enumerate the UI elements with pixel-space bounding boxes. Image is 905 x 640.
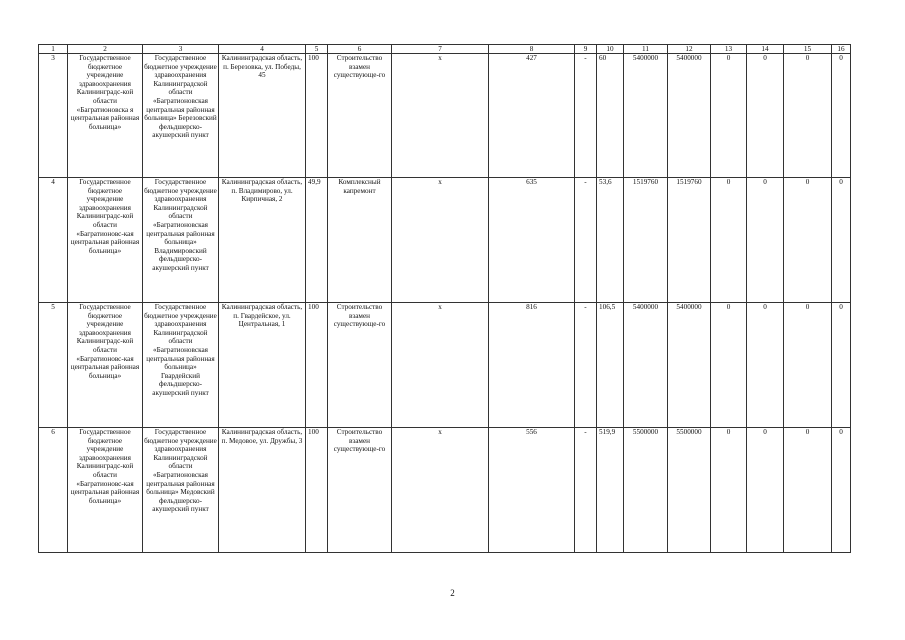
col-header: 7: [392, 45, 489, 54]
table-row: [39, 428, 851, 553]
col10-cell: 106,5: [597, 303, 624, 428]
col12-cell: 5500000: [668, 428, 711, 553]
col11-cell: 5400000: [624, 303, 668, 428]
row-number: 6: [39, 428, 68, 553]
col16-cell: 0: [832, 178, 851, 303]
work-type-cell: Строительство взамен существующе-го: [328, 54, 392, 178]
col9-cell: -: [575, 54, 597, 178]
col14-cell: 0: [747, 178, 784, 303]
col14-cell: 0: [747, 303, 784, 428]
facility-cell: Государственное бюджетное учреждение здравоохранения Калининградской области «Багратионовская центральная районная больница» Медовский фельдшерско-акушерский пункт: [143, 428, 219, 553]
col10-cell: 519,9: [597, 428, 624, 553]
col8-cell: 816: [489, 303, 575, 428]
col11-cell: 1519760: [624, 178, 668, 303]
col13-cell: 0: [711, 303, 747, 428]
col15-cell: 0: [784, 178, 832, 303]
facility-cell: Государственное бюджетное учреждение здравоохранения Калининградской области «Багратионовская центральная районная больница» Гвардейский фельдшерско-акушерский пункт: [143, 303, 219, 428]
readiness-cell: 100: [306, 54, 328, 178]
col7-cell: х: [392, 303, 489, 428]
col11-cell: 5500000: [624, 428, 668, 553]
col13-cell: 0: [711, 178, 747, 303]
address-cell: Калининградская область, п. Березовка, ул. Победы, 45: [219, 54, 306, 178]
col15-cell: 0: [784, 303, 832, 428]
col13-cell: 0: [711, 54, 747, 178]
col-header: 14: [747, 45, 784, 54]
readiness-cell: 100: [306, 428, 328, 553]
col-header: 4: [219, 45, 306, 54]
address-cell: Калининградская область, п. Владимирово, ул. Кирпичная, 2: [219, 178, 306, 303]
institution-cell: Государственное бюджетное учреждение здравоохранения Калининградс-кой области «Багратионовска я центральная районная больница»: [68, 54, 143, 178]
col7-cell: х: [392, 178, 489, 303]
table-row: [39, 303, 851, 428]
col9-cell: -: [575, 303, 597, 428]
row-number: 3: [39, 54, 68, 178]
column-number-row: [39, 45, 851, 54]
facilities-table: [38, 44, 851, 553]
readiness-cell: 100: [306, 303, 328, 428]
col-header: 12: [668, 45, 711, 54]
col-header: 1: [39, 45, 68, 54]
col7-cell: х: [392, 428, 489, 553]
work-type-cell: Строительство взамен существующе-го: [328, 428, 392, 553]
col15-cell: 0: [784, 54, 832, 178]
col8-cell: 556: [489, 428, 575, 553]
page-number: 2: [450, 588, 455, 598]
col14-cell: 0: [747, 428, 784, 553]
col-header: 13: [711, 45, 747, 54]
col10-cell: 53,6: [597, 178, 624, 303]
col-header: 3: [143, 45, 219, 54]
col13-cell: 0: [711, 428, 747, 553]
col-header: 11: [624, 45, 668, 54]
row-number: 4: [39, 178, 68, 303]
col-header: 6: [328, 45, 392, 54]
address-cell: Калининградская область, п. Гвардейское, ул. Центральная, 1: [219, 303, 306, 428]
col-header: 9: [575, 45, 597, 54]
col16-cell: 0: [832, 428, 851, 553]
work-type-cell: Строительство взамен существующе-го: [328, 303, 392, 428]
institution-cell: Государственное бюджетное учреждение здравоохранения Калининградс-кой области «Багратионовс-кая центральная районная больница»: [68, 428, 143, 553]
col16-cell: 0: [832, 54, 851, 178]
row-number: 5: [39, 303, 68, 428]
col9-cell: -: [575, 428, 597, 553]
col8-cell: 635: [489, 178, 575, 303]
col11-cell: 5400000: [624, 54, 668, 178]
col-header: 2: [68, 45, 143, 54]
facility-cell: Государственное бюджетное учреждение здравоохранения Калининградской области «Багратионовская центральная районная больница» Березовский фельдшерско-акушерский пункт: [143, 54, 219, 178]
col8-cell: 427: [489, 54, 575, 178]
col15-cell: 0: [784, 428, 832, 553]
col12-cell: 5400000: [668, 303, 711, 428]
address-cell: Калининградская область, п. Медовое, ул. Дружбы, 3: [219, 428, 306, 553]
col7-cell: х: [392, 54, 489, 178]
col-header: 5: [306, 45, 328, 54]
col-header: 8: [489, 45, 575, 54]
col16-cell: 0: [832, 303, 851, 428]
institution-cell: Государственное бюджетное учреждение здравоохранения Калининградс-кой области «Багратионовс-кая центральная районная больница»: [68, 303, 143, 428]
col9-cell: -: [575, 178, 597, 303]
readiness-cell: 49,9: [306, 178, 328, 303]
col10-cell: 60: [597, 54, 624, 178]
facility-cell: Государственное бюджетное учреждение здравоохранения Калининградской области «Багратионовская центральная районная больница» Владимировский фельдшерско-акушерский пункт: [143, 178, 219, 303]
col-header: 10: [597, 45, 624, 54]
col14-cell: 0: [747, 54, 784, 178]
col-header: 16: [832, 45, 851, 54]
col12-cell: 1519760: [668, 178, 711, 303]
work-type-cell: Комплексный капремонт: [328, 178, 392, 303]
institution-cell: Государственное бюджетное учреждение здравоохранения Калининградс-кой области «Багратионовс-кая центральная районная больница»: [68, 178, 143, 303]
col12-cell: 5400000: [668, 54, 711, 178]
col-header: 15: [784, 45, 832, 54]
table-row: [39, 178, 851, 303]
table-row: [39, 54, 851, 178]
